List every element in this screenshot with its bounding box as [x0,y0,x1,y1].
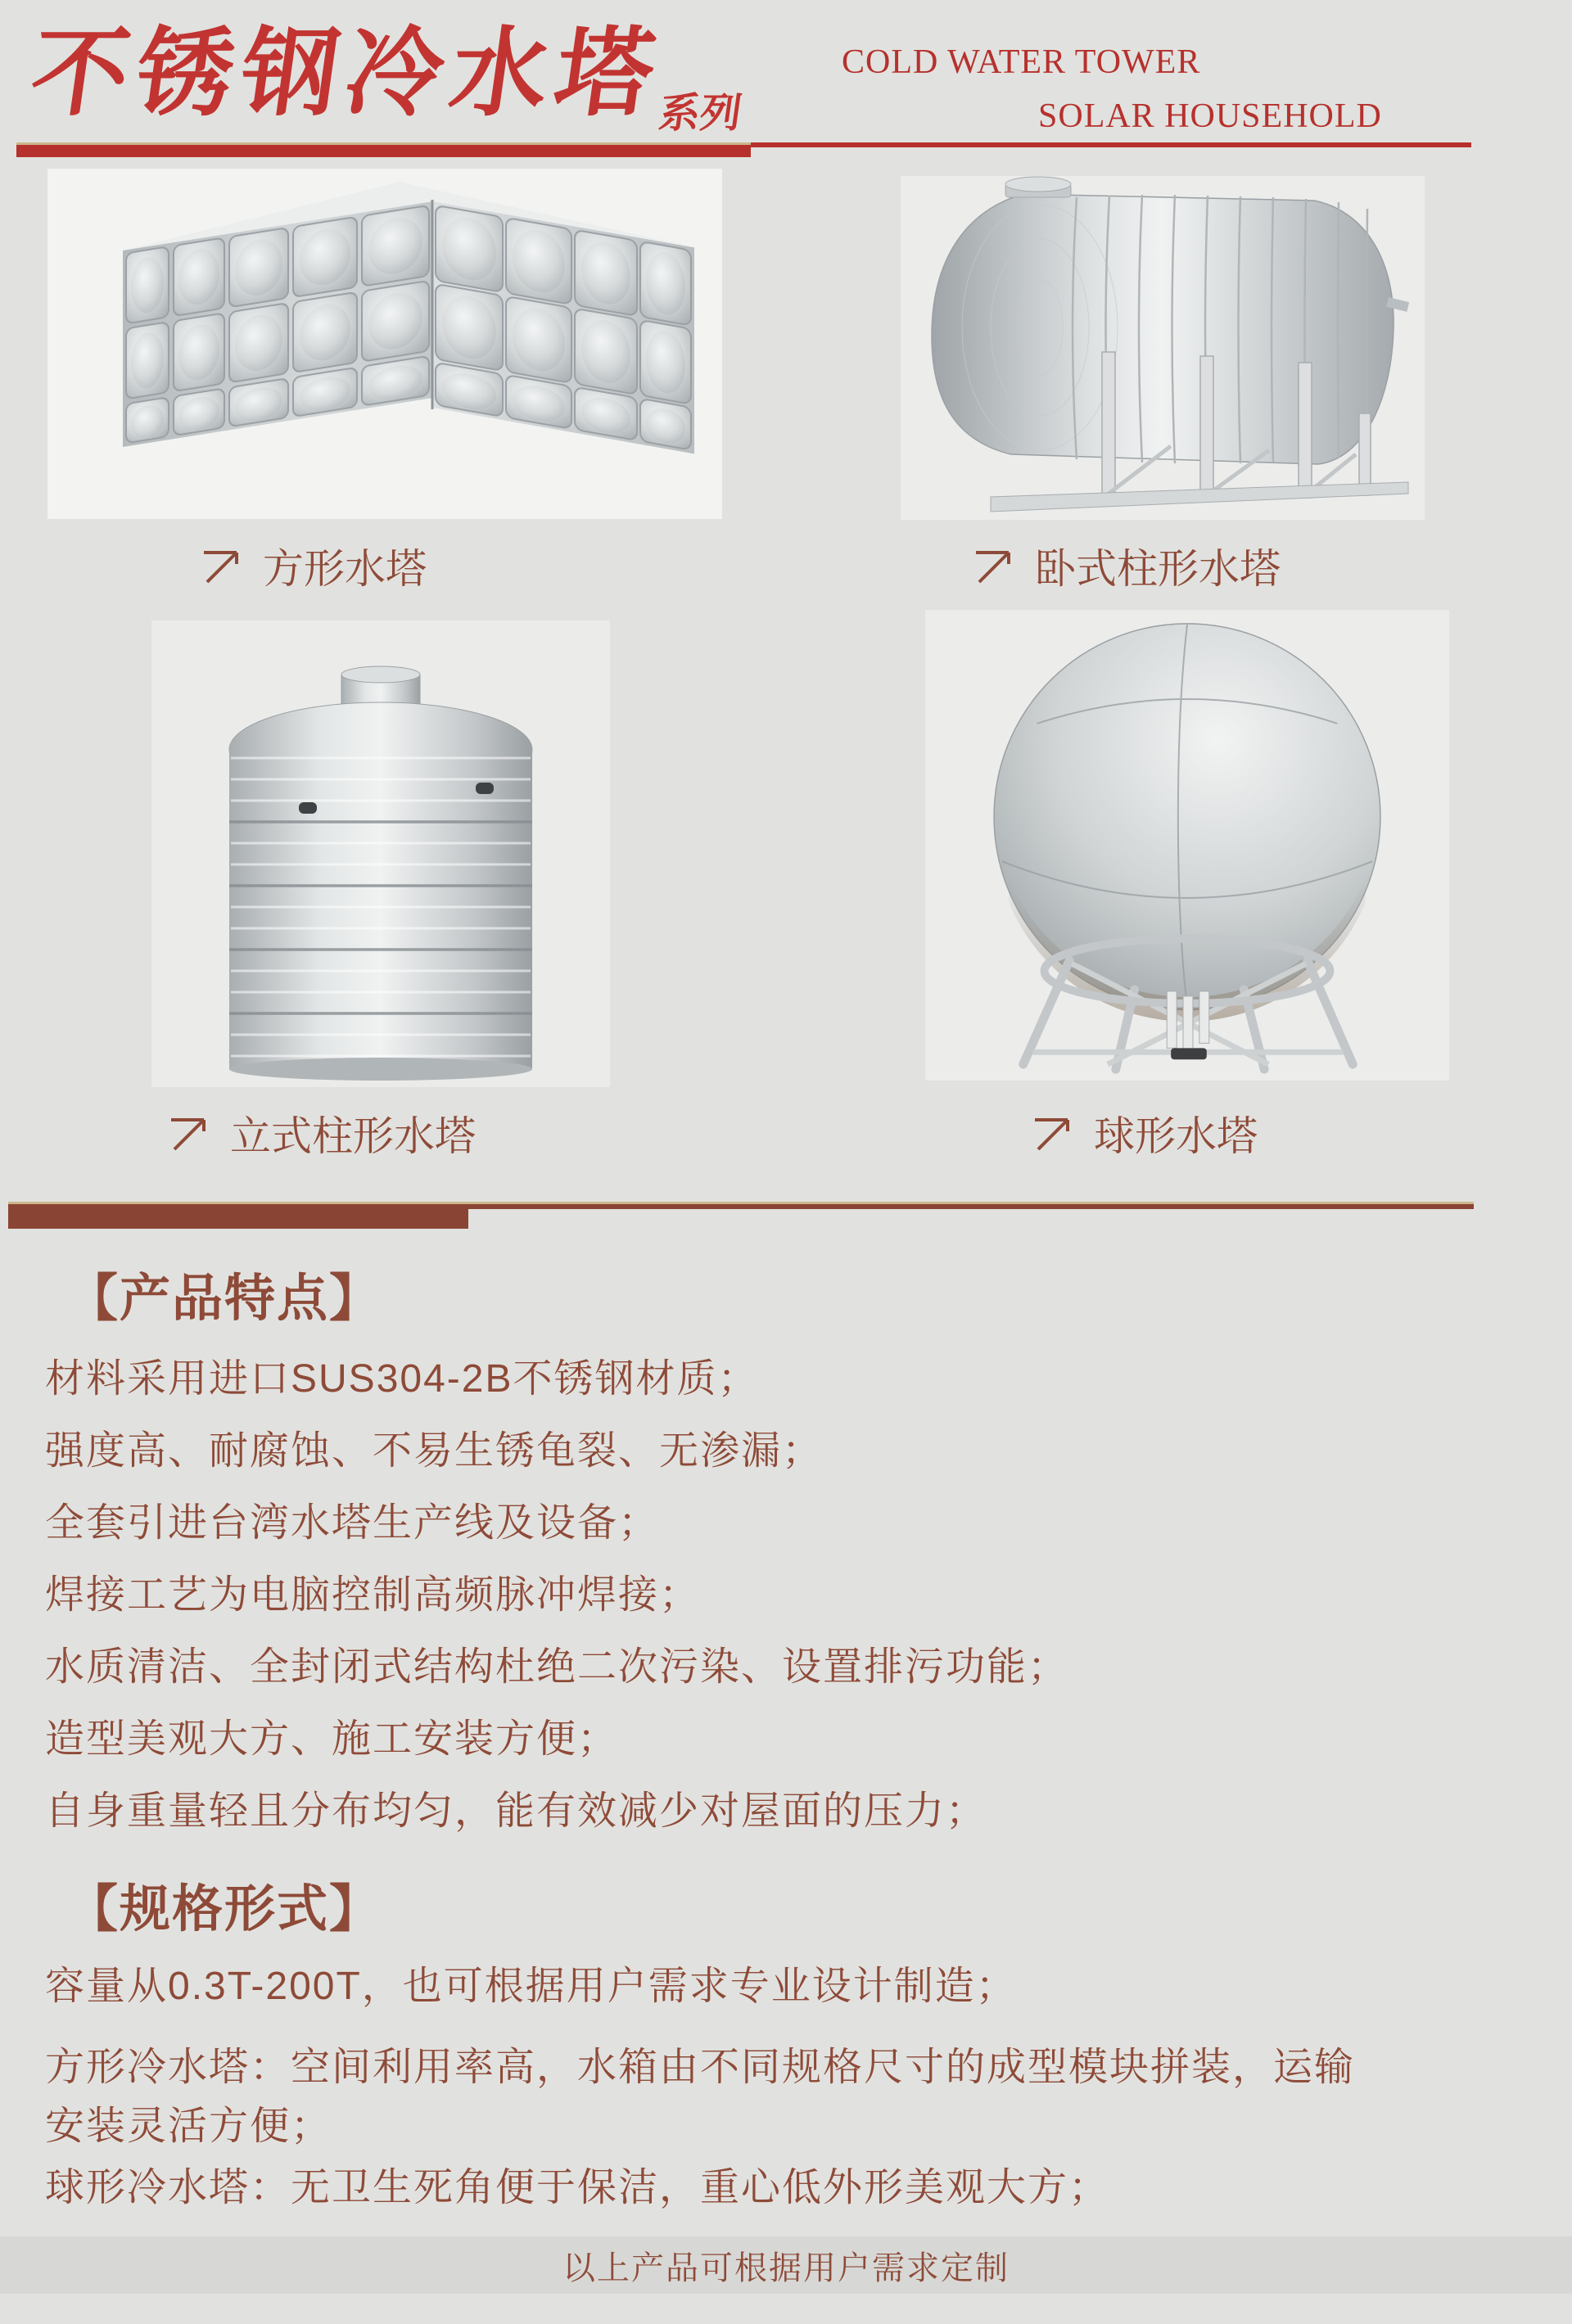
section-divider-bar [8,1202,468,1229]
page-title: 不锈钢冷水塔 [24,20,669,128]
spec-item: 方形冷水塔：空间利用率高，水箱由不同规格尺寸的成型模块拼装，运输安装灵活方便； [45,2046,1356,2148]
feature-item: 焊接工艺为电脑控制高频脉冲焊接； [45,1573,701,1617]
product-label-text: 球形水塔 [1094,1113,1258,1159]
sphere-tank-photo [925,610,1449,1081]
header-accent-line [751,142,1471,147]
features-list [45,1359,1478,1863]
feature-item: 水质清洁、全封闭式结构杜绝二次污染、设置排污功能； [45,1645,1069,1689]
northeast-arrow-icon [168,1113,207,1153]
feature-item: 全套引进台湾水塔生产线及设备； [45,1501,660,1545]
feature-item: 自身重量轻且分布均匀，能有效减少对屋面的压力； [45,1789,987,1833]
subtitle-english-line1: COLD WATER TOWER [842,43,1201,81]
specs-heading: 【规格形式】 [67,1881,382,1938]
product-label-vertical-tank [168,1103,476,1162]
header-accent-bar [16,142,751,157]
sphere-tank-illustration [925,610,1449,1081]
vertical-tank-illustration [151,620,610,1087]
product-label-text: 方形水塔 [263,546,427,592]
square-tank-illustration [47,169,722,519]
northeast-arrow-icon [1032,1113,1071,1153]
footer-band [0,2236,1572,2294]
spec-item: 球形冷水塔：无卫生死角便于保洁，重心低外形美观大方； [45,2166,1110,2209]
northeast-arrow-icon [973,546,1012,585]
feature-item: 强度高、耐腐蚀、不易生锈龟裂、无渗漏； [45,1429,824,1473]
product-label-text: 立式柱形水塔 [230,1113,476,1159]
features-heading: 【产品特点】 [67,1270,382,1327]
product-label-horizontal-tank [973,536,1281,595]
horizontal-tank-illustration [901,176,1425,520]
northeast-arrow-icon [201,546,240,585]
footer-note: 以上产品可根据用户需求定制 [562,2250,1010,2286]
page-title-suffix: 系列 [656,90,745,136]
feature-item: 造型美观大方、施工安装方便； [45,1717,619,1761]
subtitle-english-line2: SOLAR HOUSEHOLD [1038,97,1382,135]
feature-item: 材料采用进口SUS304-2B不锈钢材质； [45,1357,759,1401]
vertical-tank-photo [151,620,610,1087]
product-label-square-tank [201,536,427,595]
product-label-sphere-tank [1032,1103,1258,1162]
horizontal-tank-photo [901,176,1425,520]
square-tank-photo [47,169,722,519]
product-label-text: 卧式柱形水塔 [1035,546,1281,592]
spec-item: 容量从0.3T-200T，也可根据用户需求专业设计制造； [45,1965,1017,2008]
